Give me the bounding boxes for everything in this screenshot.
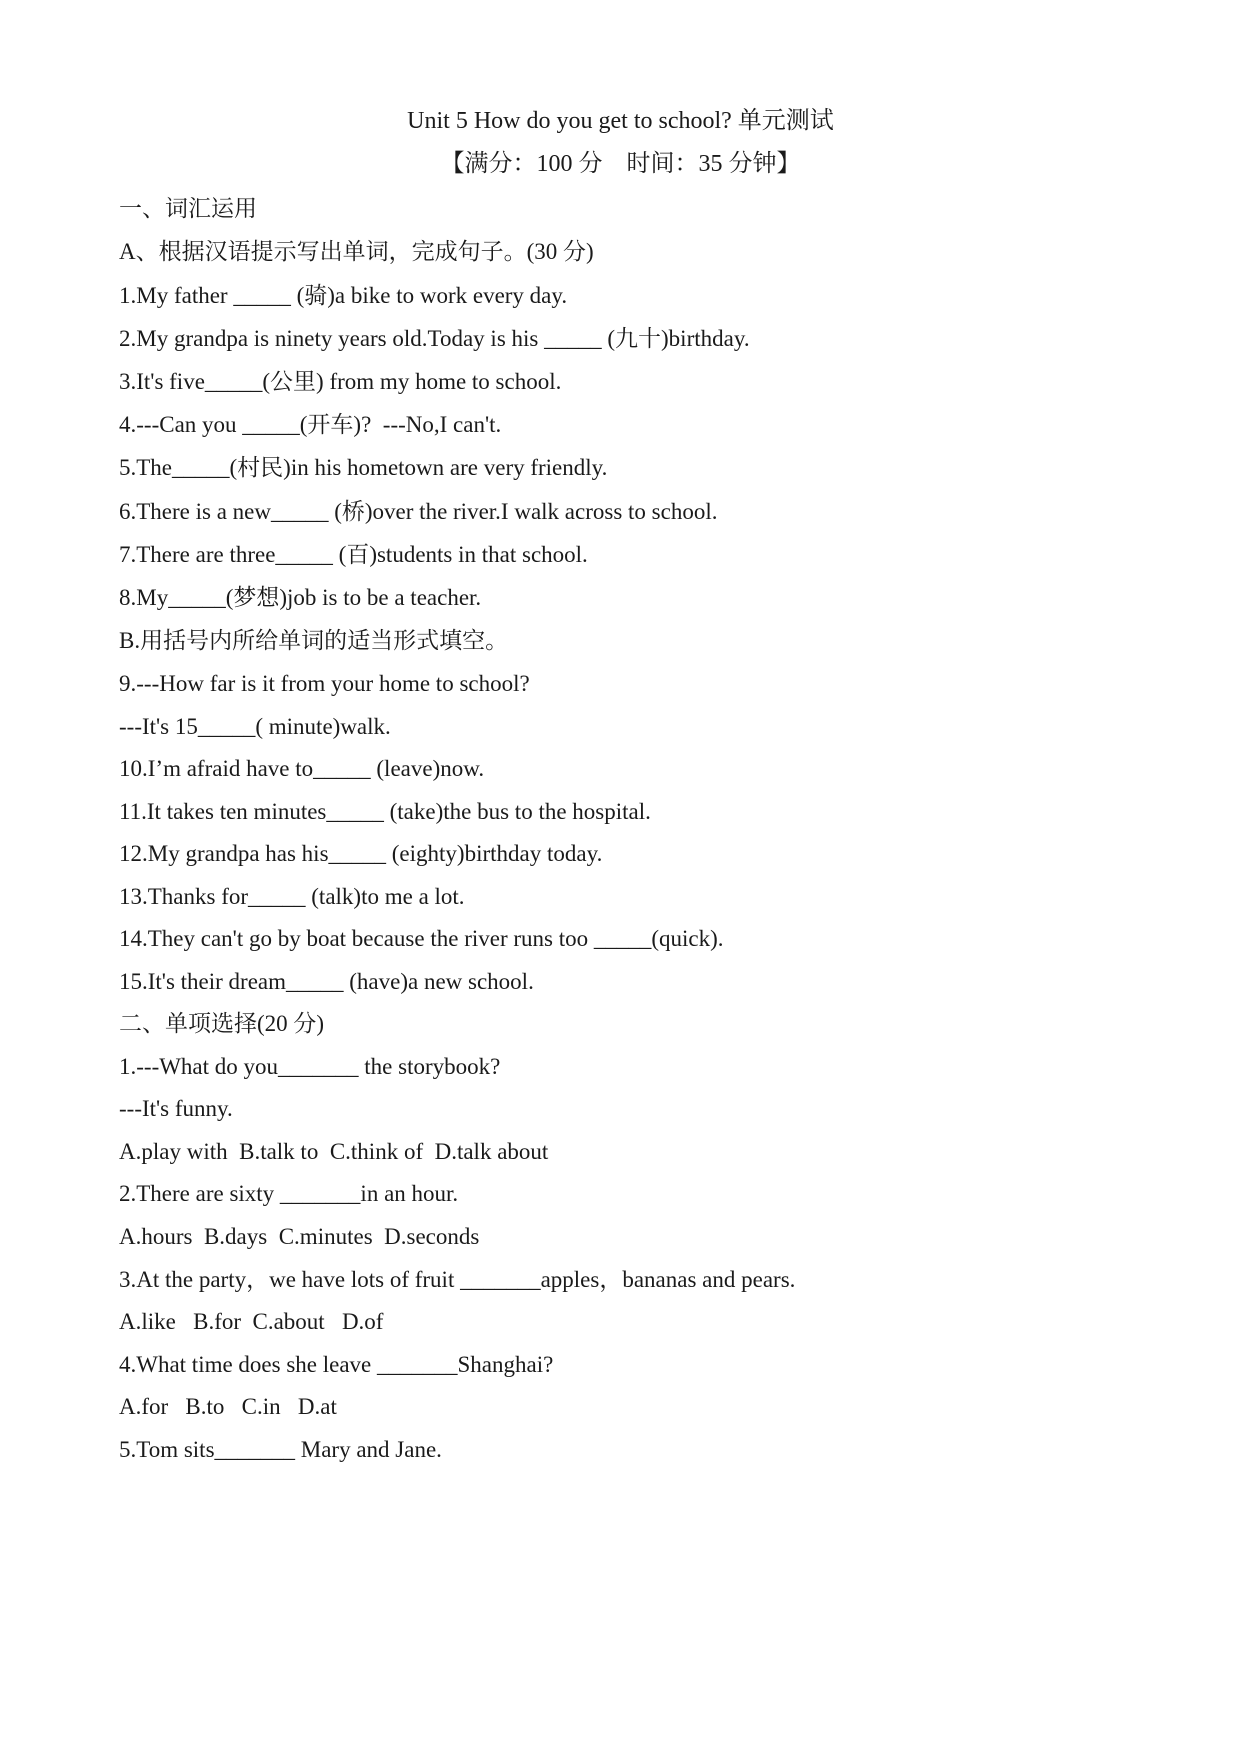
question-line: 8.My_____(梦想)job is to be a teacher. <box>119 585 482 610</box>
partB-heading: B.用括号内所给单词的适当形式填空。 <box>119 628 509 653</box>
partA-heading: A、根据汉语提示写出单词，完成句子。(30 分) <box>119 239 594 264</box>
question-line: 2.There are sixty _______in an hour. <box>119 1181 459 1206</box>
question-line: 3.At the party，we have lots of fruit _______apples，bananas and pears. <box>119 1267 796 1292</box>
question-line: 11.It takes ten minutes_____ (take)the bus to the hospital. <box>119 799 651 824</box>
document-subtitle: 【满分：100 分 时间：35 分钟】 <box>440 151 801 177</box>
document-title: Unit 5 How do you get to school? 单元测试 <box>407 108 834 134</box>
options-line: A.hours B.days C.minutes D.seconds <box>119 1224 480 1249</box>
question-line: 12.My grandpa has his_____ (eighty)birthday today. <box>119 841 603 866</box>
question-line: 1.My father _____ (骑)a bike to work every day. <box>119 283 568 308</box>
question-line: 6.There is a new_____ (桥)over the river.I walk across to school. <box>119 499 718 524</box>
question-line: 5.Tom sits_______ Mary and Jane. <box>119 1437 442 1462</box>
question-line: 4.---Can you _____(开车)? ---No,I can't. <box>119 412 502 437</box>
question-line: ---It's 15_____( minute)walk. <box>119 714 391 739</box>
question-line: 9.---How far is it from your home to school? <box>119 671 530 696</box>
question-line: 5.The_____(村民)in his hometown are very friendly. <box>119 455 608 480</box>
options-line: A.like B.for C.about D.of <box>119 1309 384 1334</box>
section1-heading: 一、词汇运用 <box>119 196 257 221</box>
question-line: 14.They can't go by boat because the river runs too _____(quick). <box>119 926 724 951</box>
question-line: 15.It's their dream_____ (have)a new school. <box>119 969 534 994</box>
section2-heading: 二、单项选择(20 分) <box>119 1011 325 1036</box>
question-line: 13.Thanks for_____ (talk)to me a lot. <box>119 884 465 909</box>
options-line: A.for B.to C.in D.at <box>119 1394 337 1419</box>
question-line: 1.---What do you_______ the storybook? <box>119 1054 501 1079</box>
question-line: 4.What time does she leave _______Shanghai? <box>119 1352 554 1377</box>
question-line: 7.There are three_____ (百)students in that school. <box>119 542 588 567</box>
question-line: 3.It's five_____(公里) from my home to school. <box>119 369 562 394</box>
question-line: 10.I’m afraid have to_____ (leave)now. <box>119 756 485 781</box>
question-line: 2.My grandpa is ninety years old.Today is his _____ (九十)birthday. <box>119 326 750 351</box>
options-line: A.play with B.talk to C.think of D.talk about <box>119 1139 549 1164</box>
question-line: ---It's funny. <box>119 1096 233 1121</box>
